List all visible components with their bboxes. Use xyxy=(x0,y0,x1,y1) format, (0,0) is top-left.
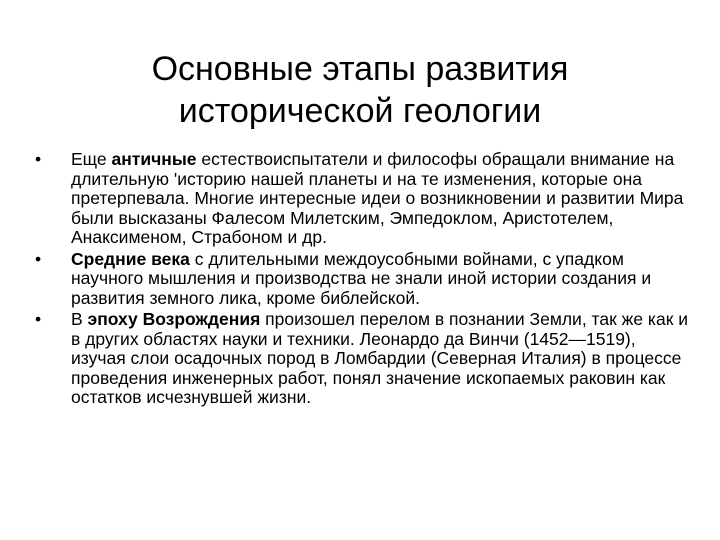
bullet-text-after: естествоиспытатели и философы обращали внимание на длительную 'историю нашей планеты и на те изменения, которые она претерпевала. Многие интересные идеи о возникновении и развитии Мира были высказаны Фалесом Милетским, Эмпедоклом, Аристотелем, Анаксименом, Страбоном и др. xyxy=(71,149,684,247)
bullet-middle-ages xyxy=(35,250,690,309)
bullet-text-bold: эпоху Возрождения xyxy=(87,309,261,329)
bullet-text-before: В xyxy=(71,309,88,329)
bullet-text-bold: Средние века xyxy=(71,248,190,269)
slide-title xyxy=(60,48,660,132)
bullet-text-bold: античные xyxy=(111,149,197,169)
title-line-2: исторической геологии xyxy=(178,91,542,130)
bullet-marker: • xyxy=(35,248,42,269)
bullet-antiquity xyxy=(35,150,690,248)
bullet-text-after: с длительными междоусобными войнами, с упадком научного мышления и производства не знали иной истории создания и развития земного лика, кроме библейской. xyxy=(71,248,652,308)
title-line-1: Основные этапы развития xyxy=(151,49,569,88)
bullet-list xyxy=(35,150,690,410)
bullet-text-before: Еще xyxy=(71,149,112,169)
bullet-marker: • xyxy=(35,309,42,329)
bullet-renaissance xyxy=(35,310,690,408)
bullet-text-after: произошел перелом в познании Земли, так же как и в других областях науки и техники. Леонардо да Винчи (1452—1519), изучая слои осадочных пород в Ломбардии (Северная Италия) в процессе проведения инженерных работ, понял значение ископаемых раковин как остатков исчезнувшей жизни. xyxy=(71,309,688,407)
bullet-marker: • xyxy=(35,149,42,169)
